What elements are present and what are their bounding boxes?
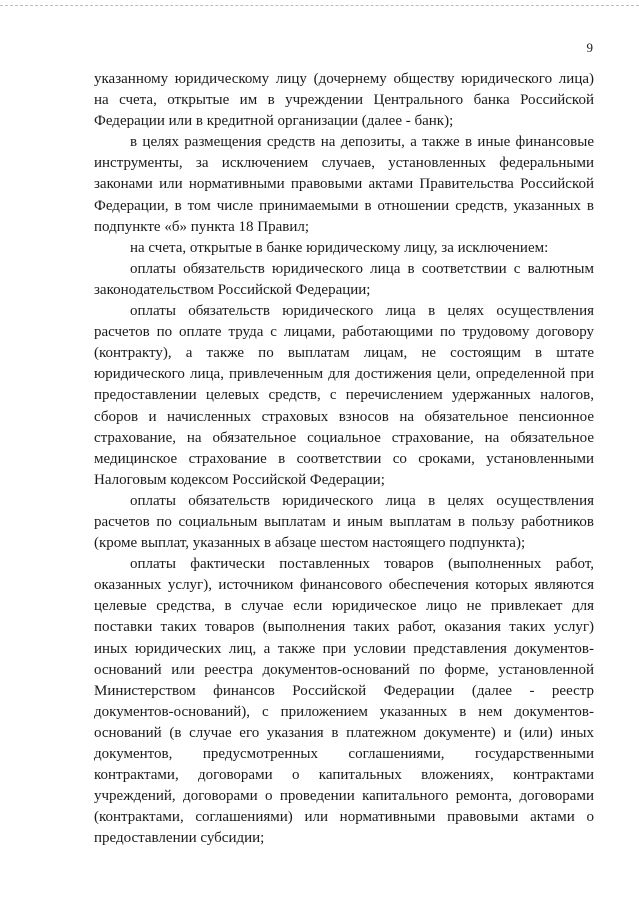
paragraph-goods-payments: оплаты фактически поставленных товаров (выполненных работ, оказанных услуг), источником финансового обеспечения которых являются целевые средства, в случае если юридическое лицо не привлекает для поставки таких товаров (выполнения таких работ, оказания таких услуг) иных юридических лиц, а также при условии представления документов-оснований или реестра документов-оснований по форме, установленной Министерством финансов Российской Федерации (далее - реестр документов-оснований), с приложением указанных в нем документов-оснований (в случае его указания в платежном документе) и (или) иных документов, предусмотренных соглашениями, государственными контрактами, договорами о капитальных вложениях, контрактами учреждений, договорами о проведении капитального ремонта, договорами (контрактами, соглашениями) или нормативными правовыми актами о предоставлении субсидии;: [94, 556, 594, 847]
paragraph-bank-accounts: на счета, открытые в банке юридическому лицу, за исключением:: [130, 239, 549, 256]
paragraph-currency-obligations: оплаты обязательств юридического лица в соответствии с валютным законодательством Российской Федерации;: [94, 260, 594, 298]
paragraph-labor-payments: оплаты обязательств юридического лица в целях осуществления расчетов по оплате труда с лицами, работающими по трудовому договору (контракту), а также по выплатам лицам, не состоящим в штате юридического лица, привлеченным для достижения цели, определенной при предоставлении целевых средств, с перечислением удержанных налогов, сборов и начисленных страховых взносов на обязательное пенсионное страхование, на обязательное социальное страхование, на обязательное медицинское страхование в соответствии со сроками, установленными Налоговым кодексом Российской Федерации;: [94, 303, 594, 488]
paragraph-deposits: в целях размещения средств на депозиты, а также в иные финансовые инструменты, за исключением случаев, установленных федеральными законами или нормативными правовыми актами Правительства Российской Федерации, в том числе принимаемыми в отношении средств, указанных в подпункте «б» пункта 18 Правил;: [94, 134, 594, 235]
paragraph-continuation: указанному юридическому лицу (дочернему обществу юридического лица) на счета, открытые им в учреждении Центрального банка Российской Федерации или в кредитной организации (далее - банк);: [94, 71, 594, 130]
document-body: [94, 69, 594, 849]
paragraph-social-payments: оплаты обязательств юридического лица в целях осуществления расчетов по социальным выплатам и иным выплатам в пользу работников (кроме выплат, указанных в абзаце шестом настоящего подпункта);: [94, 492, 594, 552]
page-number: 9: [586, 40, 593, 55]
scan-top-edge: [0, 5, 639, 6]
